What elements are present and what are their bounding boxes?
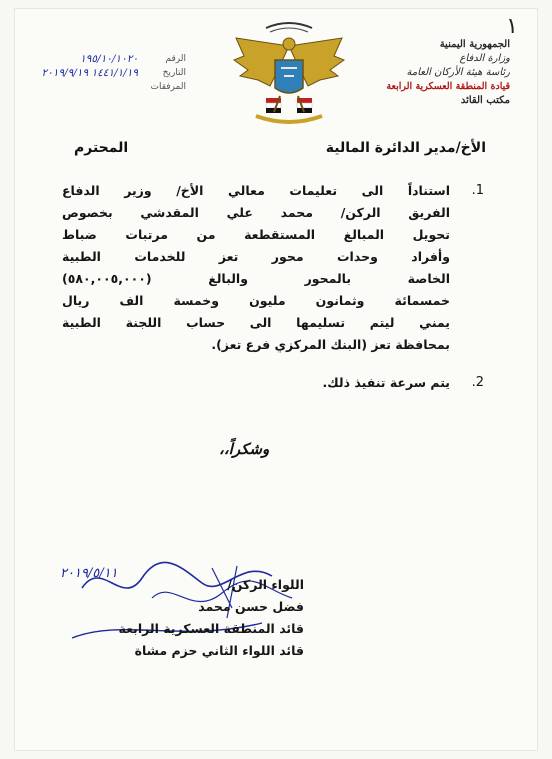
letterhead-line: الجمهورية اليمنية	[439, 39, 510, 50]
paragraph-1	[62, 180, 490, 356]
body-line: الفريق الركن/ محمد علي المقدشي بخصوص	[62, 205, 450, 220]
salute-text: المحترم	[74, 140, 129, 156]
reference-number-row	[36, 52, 186, 66]
body-line: يمني ليتم تسليمها الى حساب اللجنة الطبية	[62, 315, 450, 330]
body-line: الخاصة بالمحور والبالغ (٥٨٠,٠٠٥,٠٠٠)	[62, 271, 450, 286]
signature-rank: اللواء الركن/	[227, 577, 304, 592]
body-line: بمحافظة تعز (البنك المركزي فرع تعز).	[211, 337, 450, 352]
body-line: وأفراد وحدات محور تعز للخدمات الطبية	[62, 249, 450, 264]
signature-title-2: قائد اللواء الثاني حزم مشاة	[134, 643, 304, 658]
date-label: التاريخ	[162, 68, 186, 78]
reference-date-row	[36, 66, 186, 80]
body-line: تحويل المبالغ المستقطعة من مرتبات ضباط	[62, 227, 450, 242]
handwritten-date: ٢٠١٩/٥/١١	[60, 566, 118, 581]
letter-page	[14, 8, 538, 751]
attachments-label: المرفقات	[150, 82, 186, 92]
number-value: ١٩٥/١٠/١٠٢٠	[80, 53, 138, 65]
letterhead-right	[360, 38, 510, 108]
closing-thanks: وشكراً،،	[219, 440, 270, 458]
letterhead-line: رئاسة هيئة الأركان العامة	[406, 67, 510, 78]
reference-attachments-row	[36, 80, 186, 94]
signature-name: فضل حسن محمد	[198, 599, 304, 614]
number-label: الرقم	[165, 54, 186, 64]
eagle-emblem-icon	[226, 16, 352, 134]
salutation-row	[74, 140, 486, 156]
letterhead-line: وزارة الدفاع	[459, 53, 510, 64]
date-value: ١٤٤١/١/١٩ ٢٠١٩/٩/١٩	[41, 67, 138, 79]
signature-block	[94, 574, 304, 662]
body-line: خمسمائة وثمانون مليون وخمسة الف ريال	[62, 293, 450, 308]
item-number: 1.	[471, 183, 484, 198]
letterhead-line: مكتب القائد	[460, 95, 510, 106]
page-mark: ١	[506, 14, 518, 39]
reference-block	[36, 52, 186, 94]
paragraph-2	[62, 372, 490, 394]
signature-title: قائد المنطقة العسكرية الرابعة	[118, 621, 304, 636]
item-number: 2.	[471, 375, 484, 390]
addressee: الأخ/مدير الدائرة المالية	[325, 140, 486, 156]
body-line: يتم سرعة تنفيذ ذلك.	[322, 375, 450, 390]
body-line: استناداً الى تعليمات معالي الأخ/ وزير الدفاع	[62, 183, 450, 198]
letterhead-line: قيادة المنطقة العسكرية الرابعة	[386, 81, 510, 92]
letter-body	[62, 180, 490, 394]
